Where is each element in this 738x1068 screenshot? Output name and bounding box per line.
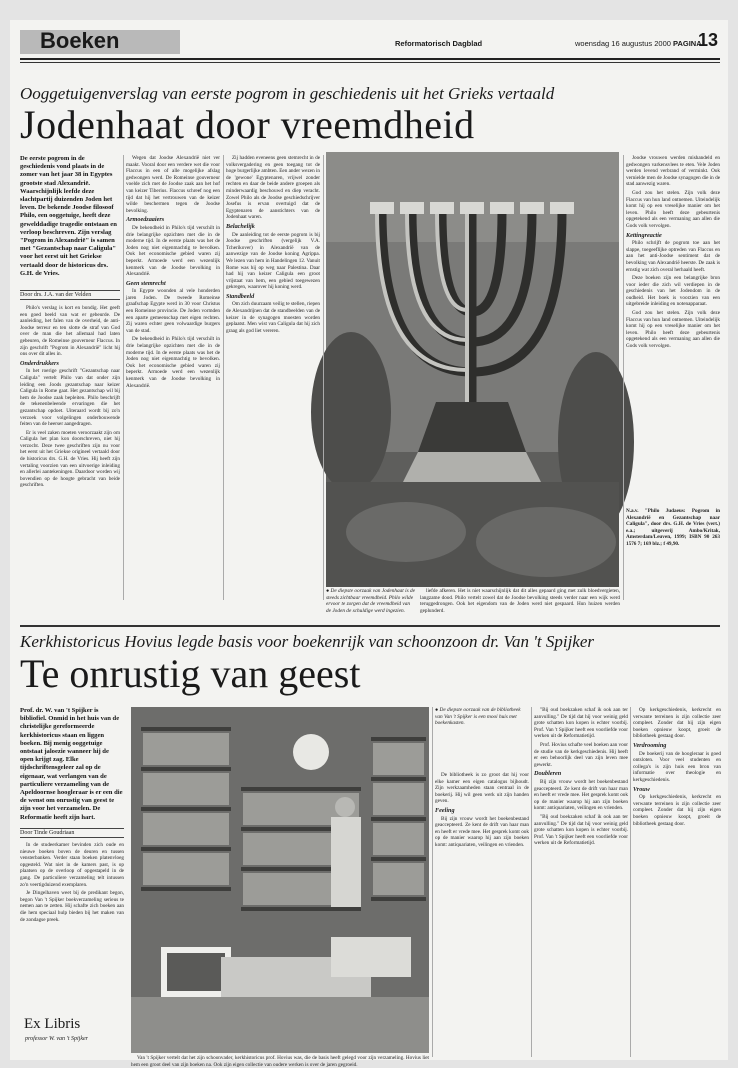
article2-column-5: Op kerkgeschiedenis, kerkrecht en verwante terreinen is zijn collectie zeer compleet. Zonder dat hij zijn eigen boeken opnieuw koopt, groeit de bibliotheek gestaag door. Verdrooming De boekerij van de hoogleraar is goed ontsloten. Voor veel studenten en collega's is zijn huis een bron van informatie over theologie en kerkgeschiedenis. Vrouw Op kerkgeschiedenis, kerkrecht en verwante terreinen is zijn collectie zeer compleet. Zonder dat hij zijn eigen boeken opnieuw koopt, groeit de bibliotheek gestaag door. bbox=[633, 707, 721, 827]
rule bbox=[20, 625, 720, 627]
column-rule bbox=[223, 155, 224, 600]
page-header bbox=[20, 26, 720, 60]
article2-byline: Door Tinde Goudriaan bbox=[20, 828, 124, 838]
ex-libris-title: Ex Libris bbox=[24, 1016, 81, 1032]
article2-headline: Te onrustig van geest bbox=[20, 651, 361, 696]
column-rule bbox=[323, 155, 324, 600]
section-title: Boeken bbox=[40, 28, 120, 53]
article2-column-3: De bibliotheek is zo groot dat hij voor elke kamer een eigen catalogus bijhoudt. Zijn werkzaamheden staan centraal in de boekerij. Hij wil geen werk uit zijn handen geven. Feeling Bij zijn vrouw wordt het boekenbestand geaccepteerd. Ze kent de drift van haar man en heeft er vrede mee. Het gesprek komt ook op de manier waarop hij aan zijn boeken komt: antiquariaten, veilingen en vrienden. bbox=[435, 772, 529, 848]
column-rule bbox=[531, 707, 532, 1057]
menorah-relief-photo bbox=[326, 152, 619, 587]
article2-lead: Prof. dr. W. van 't Spijker is bibliofiel. Onmid in het huis van de christelijke gereformeerde kerkhistoricus staan en liggen boeken. Bij menig ooggetuige ontstaat jaloezie wanneer hij de open krijgt zag. Elke tijdschriftensgeleer zal op de eigenaar, wat verlangen van de particuliere verzameling van de Apeldoornse hoogleraar is er een die de wenst om onrustig van geest te zijn voor het verzamelen. De Reformatie heeft zijn hart. bbox=[20, 707, 123, 821]
article2-kicker: Kerkhistoricus Hovius legde basis voor boekenrijk van schoonzoon dr. Van 't Spijker bbox=[20, 632, 595, 651]
article1-caption: ● De diepste oorzaak van Jodenhaat is de steeds zichtbaar vreemdheid. Philo wilde ervoor te zorgen dat de vreemdheid van de Joden de schuldige werd ingezien. bbox=[326, 588, 415, 614]
column-rule bbox=[123, 155, 124, 600]
article1-column-4: liefde afkeren. Het is niet waarschijnlijk dat dit alles gepaard ging met zulk bloedvergieten, langzame dood. Philo vertelt zowel dat de Joodse bevolking steeds verder naar een wijk werd teruggedrongen. Ook het eigendom van de Joden werd niet gespaard. Hun huizen werden geplunderd. bbox=[420, 588, 620, 614]
article2-column-2: Van 't Spijker vertelt dat het zijn schoonvader, kerkhistoricus prof. Hovius was, die de basis heeft gelegd voor zijn verzameling. Hovius liet hem een groot deel van zijn boeken na. Ook zijn eigen collectie van oudere werken is over de jaren gegroeid. bbox=[131, 1055, 429, 1068]
page-number: 13 bbox=[698, 30, 719, 50]
ex-libris-subtitle: professor W. van 't Spijker bbox=[25, 1036, 89, 1042]
column-rule bbox=[630, 707, 631, 1057]
article2-column-4: "Bij oud boekzaken schaf ik ook aan ter aanvulling." De tijd dat hij voor weinig geld grote schatten kon kopen is echter voorbij. Prof. Van 't Spijker heeft een voorliefde voor werken uit de Reformatietijd. Prof. Hovius schafte veel boeken aan voor de studie van de kerkgeschiedenis. Hij heeft er een behoorlijk deel van zijn leven mee gewerkt. Doubleren Bij zijn vrouw wordt het boekenbestand geaccepteerd. Ze kent de drift van haar man en heeft er vrede mee. Het gesprek komt ook op de manier waarop hij aan zijn boeken komt: antiquariaten, veilingen en vrienden. "Bij oud boekzaken schaf ik ook aan ter aanvulling." De tijd dat hij voor weinig geld grote schatten kon kopen is echter voorbij. Prof. Van 't Spijker heeft een voorliefde voor werken uit de Reformatietijd. bbox=[534, 707, 629, 847]
paper-name: Reformatorisch Dagblad bbox=[395, 39, 483, 48]
article1-column-3: Zij hadden eveneens geen stemrecht in de volksvergadering en geen toegang tot de hoge burgerlijke ambten. Een ander wezen in de 'gewone' Egyptenaren, vrijwel zonder rechten en daar de beide andere groepen als minderwaardig beschouwd en diep veracht. Zowel Philo als de Joodse geschiedschrijver Josefus is ervan overtuigd dat de Egyptenaren de aanstichters van de Jodenhaat waren. Belachelijk De aanleiding tot de eerste pogrom is bij Joodse geschriften (vergelijk V.A. Tcherikover) in Alexandrië van de aanwezige van de Joodse koning Agrippa. We lezen van hem in Handelingen 12. Vanuit Rome was hij op weg naar Palestina. Daar had hij van keizer Caligula een groot vrijstaat van hem, een gebied toegewezen gekregen, waarover hij koning werd. Standbeeld Om zich duurzaam veilig te stellen, riepen de Alexandrijnen dat de standbeelden van de keizer in de synagogen moesten worden geplaatst. Men wist van Caligula dat hij zich graag als god liet vereren. bbox=[226, 155, 321, 334]
library-photo bbox=[131, 707, 429, 1053]
article2-caption: ● De diepste oorzaak van de bibliotheek van Van 't Spijker is een mooi huis met boekenkasten. bbox=[435, 707, 521, 727]
article1-book-info: N.a.v. "Philo Judaeus: Pogrom in Alexandrië en Gezantschap naar Caligula", door drs. G.H. de Vries (vert.) e.a.; uitgeverij Ambo/Kritak, Amsterdam/Leuven, 1999; ISBN 90 263 1576 7; 169 blz.; f 49,90. bbox=[626, 508, 720, 547]
issue-date: woensdag 16 augustus 2000 PAGINA bbox=[575, 39, 702, 48]
article2-column-1: In de studeerkamer bevinden zich oude en nieuwe boeken boven de deuren en tussen vensterbanken. Verder staan boeken platenvloeg opgesteld. Wat niet in de kamers past, is op plaatsen op de overloop of opgestapeld in de gang. De particuliere verzameling telt intussen zo'n veertigduizend exemplaren. Je Dingelhaven weet bij de predikant begon, begon Van 't Spijker boekverzameling serieus te nemen aan te zetten. Hij schafte zich boeken aan die hem speciaal hulp bieden bij het maken van de zondagse preek. bbox=[20, 842, 124, 923]
article1-byline: Door drs. J.A. van der Velden bbox=[20, 290, 120, 300]
article1-lead: De eerste pogrom in de geschiedenis vond plaats in de zomer van het jaar 38 in Egyptes grootste stad Alexandrië. Waarschijnlijk leefde deze slachtpartij duizenden Joden het leven. De bekende Joodse filosoof Philo, een ooggetuige, heeft deze gewelddadige tragedie ontstaan en verloop beschreven. Zijn verslag "Pogrom in Alexandrië" is samen met "Gezantschap naar Caligula" voor het eerst uit het Griekse vertaald door de historicus drs. G.H. de Vries. bbox=[20, 155, 117, 277]
article1-column-2: Wegen dat Joodse Alexandrië niet ver maakt. Vooral door een verdere wet die voor Flaccus in een of alle mogelijke afslag gedwongen werd. De Romeinse gouverneur voelde zich met de Joodse zaak aan het hof van keizer Tiberius. Flaccus schreef nog een tijd dat hij het vertrouwen van de keizer wilde beschermen tegen de Joodse bevolking. Armoedzaaiers De bekendheid in Philo's tijd verschilt in drie belangrijke opzichten met die in de moderne tijd. In de eerste plaats was het de Joden nog niet eigenmachtig te bevolken. Ook het economische gebied waren zij beperkt. Armoede werd een wezenlijk kenmerk van de Joodse bevolking in Alexandrië. Geen stemrecht In Egypte woonden al vele honderden jaren Joden. De tweede Romeinse graafschap Egypte werd in 30 voor Christus een Romeinse provincie. De Joden vormden een aparte gemeenschap met eigen rechten. Zij waren echter geen volwaardige burgers van de stad. De bekendheid in Philo's tijd verschilt in drie belangrijke opzichten met die in de moderne tijd. In de eerste plaats was het de Joden nog niet eigenmachtig te bevolken. Ook het economische gebied waren zij beperkt. Armoede werd een wezenlijk kenmerk van de Joodse bevolking in Alexandrië. bbox=[126, 155, 220, 389]
article1-column-5: Joodse vrouwen werden mishandeld en gedwongen varkensvlees te eten. Vele Joden werden levend verbrand of verminkt. Ook vernielde men de Joodse synagogen die in de stad aanwezig waren. God zou het stelen. Zijn volk deze Flaccus van hun land ontnemen. Uiteindelijk komt hij op een vreselijke manier om het leven. Philo heeft deze gebeurtenis opgetekend als een vermaning aan allen die Gods volk vervolgen. Kettingreactie Philo schrijft de pogrom toe aan het slappe, toegeeflijke optreden van Flaccus en aan het anti-Joodse sentiment dat de bevolking van Alexandrië heerste. De zaak is ernstig wat zich overal herhaald heeft. Deze boeken zijn een belangrijke bron voor ieder die zich wil verdiepen in de geschiedenis van het Jodendom in de oudheid. Het boek is voorzien van een uitgebreide inleiding en notenapparaat. God zou het stelen. Zijn volk deze Flaccus van hun land ontnemen. Uiteindelijk komt hij op een vreselijke manier om het leven. Philo heeft deze gebeurtenis opgetekend als een vermaning aan allen die Gods volk vervolgen. bbox=[626, 155, 720, 350]
column-rule bbox=[432, 707, 433, 1057]
article1-kicker: Ooggetuigenverslag van eerste pogrom in geschiedenis uit het Grieks vertaald bbox=[20, 84, 555, 103]
section-label bbox=[20, 30, 180, 54]
newspaper-page bbox=[10, 20, 728, 1068]
rule bbox=[20, 62, 720, 63]
article1-headline: Jodenhaat door vreemdheid bbox=[20, 102, 475, 147]
article1-column-1: Philo's verslag is kort en bondig. Het geeft een goed beeld van wat er gebeurde. De aanleiding, het falen van de overheid, de anti-Joodse terreur en ten slotte de straf van God over de man die het allemaal had laten gebeuren, de Romeinse gouverneur Flaccus. In zijn geschrift "Pogrom in Alexandrië" licht hij ons over dit alles in. Onderdrukkers In het roerige geschrift "Gezantschap naar Caligula" vertelt Philo van dat onder zijn leiding een Joods gezantschap naar keizer Caligula in Rome gaat. Het gezantschap wil bij hem de Joodse zaak bepleiten. Philo beschrijft de tekenenbeleende ervaringen die het gezantschap opdoet. Uiteraard wordt bij zo'n verzoek voor volgelingen onderbouwende feiten van de heerser aangedragen. Er is veel zaken moeten veroorzaakt zijn om Caligula het plan kon doorschreven, niet hij verzocht. Deze twee geschriften zijn nu voor het eerst uit het Griekse origineel vertaald door de historicus drs. G.H. de Vries. Hij heeft zijn vertaling voorzien van een uitvoerige inleiding en allerlei aantekeningen. Daardoor worden wij bovendien op de hoogte gebracht van beide geschriften. bbox=[20, 305, 120, 489]
column-rule bbox=[623, 155, 624, 600]
